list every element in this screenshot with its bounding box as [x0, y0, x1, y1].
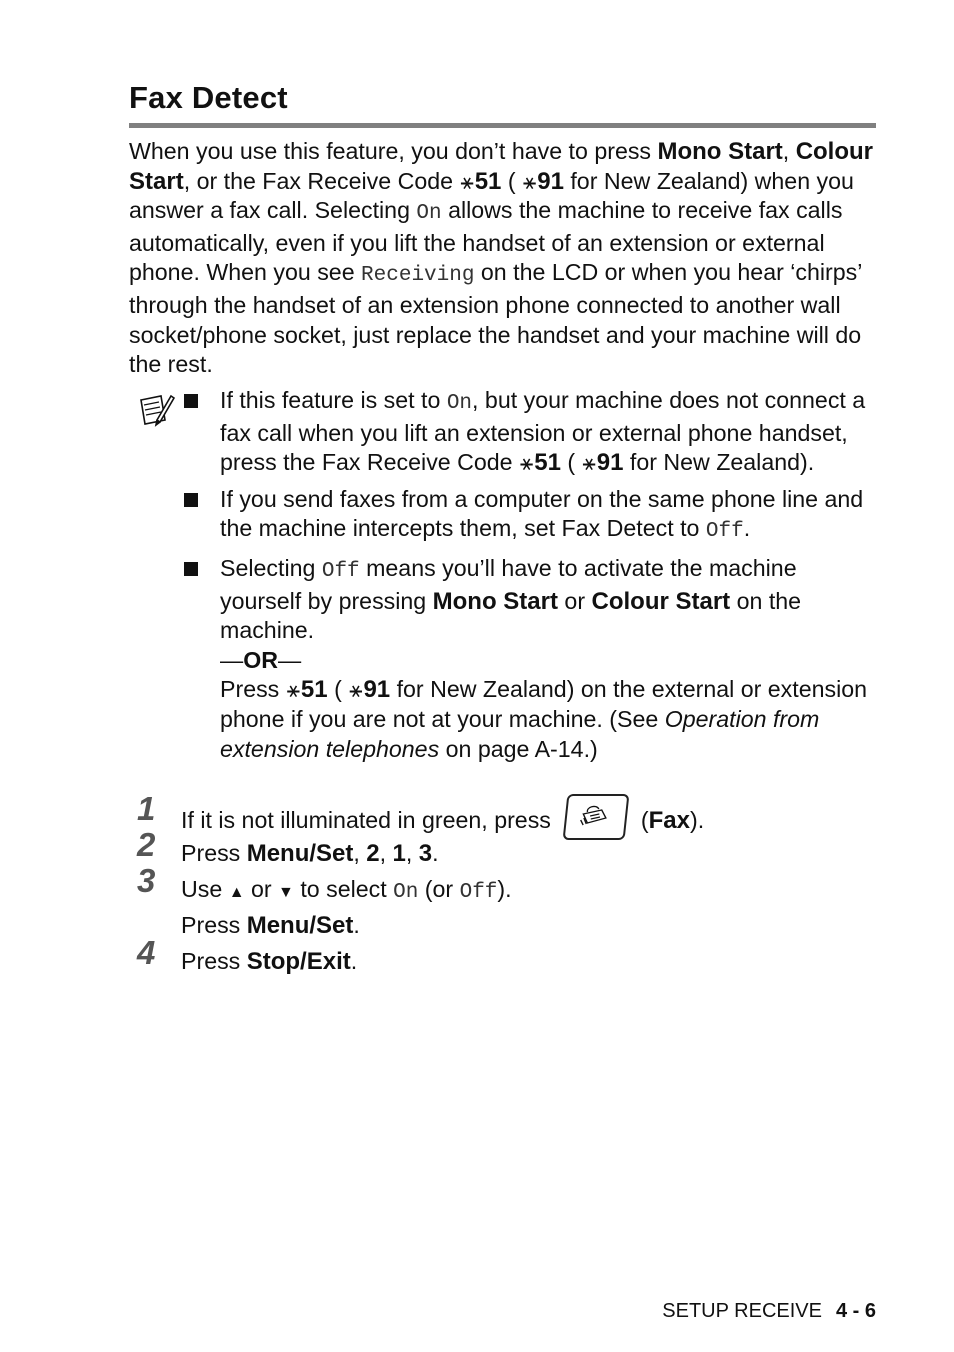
page-footer	[662, 1300, 876, 1323]
step-number: 3	[137, 862, 156, 899]
step-text-part: Press	[181, 912, 247, 938]
or-label: OR	[243, 646, 278, 673]
digit-key: 1	[392, 840, 406, 867]
step-text-part: Press	[181, 948, 247, 974]
mono-start-key: Mono Start	[657, 138, 783, 165]
star-icon: ⚹	[349, 677, 363, 703]
step-text-part: .	[432, 840, 439, 866]
digit-key: 2	[366, 840, 380, 867]
bullet-text: means you’ll have to activate the machine yourself by pressing	[220, 554, 797, 614]
page-number: 4 - 6	[835, 1300, 876, 1322]
fax-key: Fax	[648, 807, 690, 835]
bullet-square-icon	[184, 493, 198, 507]
bullet-text: (	[560, 449, 582, 476]
star-icon: ⚹	[460, 168, 474, 194]
code-91: 91	[596, 449, 624, 477]
step-text-part: Use	[181, 876, 229, 902]
step-text-part: ).	[689, 807, 705, 834]
bullet-text: If this feature is set to	[220, 387, 447, 413]
down-arrow-icon: ▼	[278, 884, 294, 901]
step-text-part: .	[353, 912, 360, 938]
lcd-on: On	[393, 881, 419, 904]
menu-set-key: Menu/Set	[246, 912, 354, 939]
intro-text: ,	[782, 138, 796, 164]
bullet-text: Selecting	[220, 554, 322, 581]
intro-text: , or the Fax Receive Code	[183, 167, 460, 194]
step-text-part: (	[640, 807, 649, 834]
step-text-part: ).	[497, 876, 512, 902]
bullet-text: If you send faxes from a computer on the same phone line and the machine intercepts them, set Fax Detect to	[220, 485, 864, 542]
lcd-on: On	[416, 202, 442, 226]
list-item	[182, 485, 882, 547]
step-number: 1	[137, 790, 156, 827]
bullet-text: or	[557, 587, 592, 614]
lcd-on: On	[446, 392, 473, 415]
intro-text: (	[501, 167, 523, 194]
star-icon: ⚹	[520, 450, 534, 476]
stop-exit-key: Stop/Exit	[246, 948, 351, 975]
intro-text: for New Zealand) when you answer a fax call. Selecting	[129, 167, 854, 224]
bullet-square-icon	[184, 394, 198, 408]
section-heading: Fax Detect	[129, 80, 288, 115]
digit-key: 3	[418, 840, 433, 867]
lcd-off: Off	[459, 881, 498, 904]
intro-paragraph	[129, 137, 879, 380]
lcd-receiving: Receiving	[361, 264, 475, 288]
step-text	[181, 948, 357, 976]
bullet-text: for New Zealand) on the external or extension phone if you are not at your machine. (See	[220, 676, 868, 732]
step-text-part: to select	[293, 876, 394, 902]
bullet-text: .	[743, 515, 751, 542]
note-list	[182, 386, 882, 771]
intro-text: on the LCD or when you hear ‘chirps’ through the handset of an extension phone connected to another wall socket/phone socket, just replace the handset and your machine will do the rest.	[129, 259, 862, 378]
code-91: 91	[363, 676, 391, 704]
bullet-square-icon	[184, 562, 198, 576]
step-number: 4	[137, 934, 156, 971]
intro-text: allows the machine to receive fax calls automatically, even if you lift the handset of an extension or external phone. When you see	[129, 197, 843, 286]
cross-reference: Operation from extension telephones	[220, 705, 820, 762]
bullet-text: on page A-14.)	[439, 735, 598, 762]
fax-button-icon	[562, 794, 629, 840]
list-item	[182, 386, 882, 478]
step-text-part: .	[350, 948, 358, 974]
step-number: 2	[137, 826, 156, 863]
star-icon: ⚹	[523, 168, 537, 194]
mono-start-key: Mono Start	[432, 587, 558, 615]
list-item	[182, 554, 882, 764]
step-text-part: or	[244, 876, 279, 902]
code-51: 51	[534, 449, 561, 477]
star-icon: ⚹	[582, 450, 596, 476]
step-text-part: ,	[405, 840, 419, 866]
bullet-text: on the machine.	[220, 587, 802, 644]
code-91: 91	[537, 167, 564, 195]
note-pencil-icon	[135, 390, 175, 430]
code-51: 51	[474, 167, 502, 195]
up-arrow-icon: ▲	[228, 884, 245, 901]
code-51: 51	[300, 676, 328, 704]
bullet-text: Press	[220, 676, 286, 703]
step-text-part: (or	[418, 876, 460, 902]
step-text	[181, 840, 439, 868]
bullet-text: (	[327, 676, 349, 703]
star-icon: ⚹	[286, 677, 300, 703]
footer-section: SETUP RECEIVE	[662, 1300, 822, 1322]
lcd-off: Off	[321, 559, 360, 583]
step-text	[181, 876, 512, 904]
step-text	[181, 804, 704, 840]
heading-rule	[129, 123, 876, 128]
colour-start-key: Colour Start	[591, 587, 731, 615]
step-text-part: ,	[353, 840, 367, 866]
or-dash: —	[277, 646, 302, 673]
step-text-part: If it is not illuminated in green, press	[181, 807, 551, 834]
step-text-part: Press	[181, 840, 247, 866]
step-text-part: ,	[379, 840, 393, 866]
bullet-text: , but your machine does not connect a fax call when you lift an extension or external phone handset, press the Fax Receive Code	[220, 387, 866, 476]
menu-set-key: Menu/Set	[246, 840, 354, 867]
bullet-text: for New Zealand).	[623, 449, 815, 476]
colour-start-key: Colour Start	[129, 138, 874, 195]
lcd-off: Off	[705, 520, 744, 544]
step-text	[181, 912, 360, 940]
intro-text: When you use this feature, you don’t have to press	[129, 138, 658, 164]
or-dash: —	[220, 646, 244, 673]
